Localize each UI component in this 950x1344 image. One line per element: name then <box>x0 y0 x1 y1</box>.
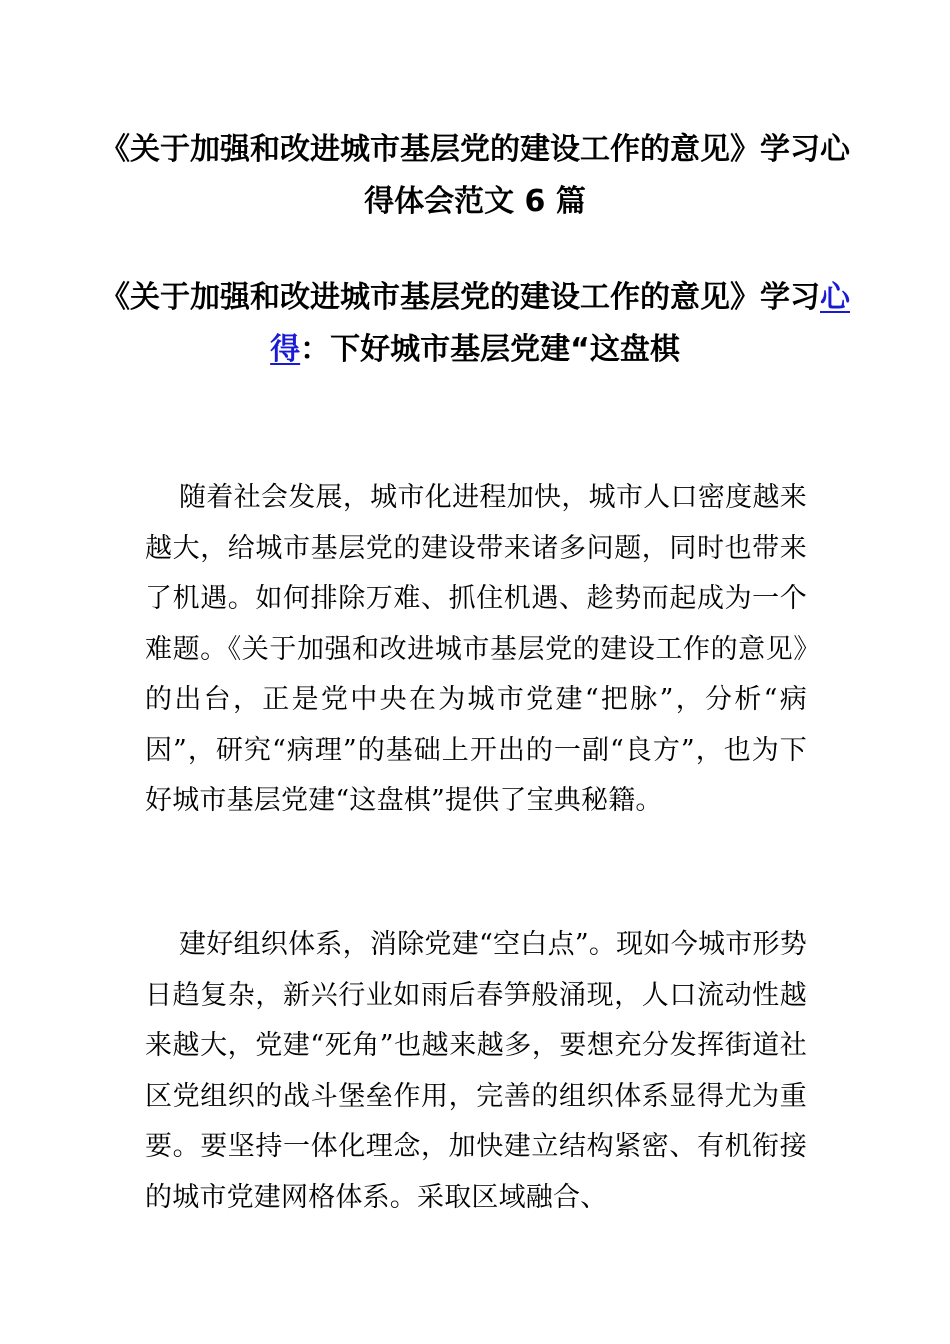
document-title: 《关于加强和改进城市基层党的建设工作的意见》学习心得体会范文 6 篇 <box>100 132 850 219</box>
body-paragraph-2: 建好组织体系，消除党建“空白点”。现如今城市形势日趋复杂，新兴行业如雨后春笋般涌现，人口流动性越来越大，党建“死角”也越来越多，要想充分发挥街道社区党组织的战斗堡垒作用，完善的组织体系显得尤为重要。要坚持一体化理念，加快建立结构紧密、有机衔接的城市党建网格体系。采取区域融合、 <box>145 929 807 1213</box>
document-subtitle <box>100 272 850 376</box>
subtitle-suffix: ：下好城市基层党建“这盘棋 <box>300 332 680 367</box>
body-paragraph-1: 随着社会发展，城市化进程加快，城市人口密度越来越大，给城市基层党的建设带来诸多问题，同时也带来了机遇。如何排除万难、抓住机遇、趁势而起成为一个难题。《关于加强和改进城市基层党的建设工作的意见》的出台，正是党中央在为城市党建“把脉”，分析“病因”，研究“病理”的基础上开出的一副“良方”，也为下好城市基层党建“这盘棋”提供了宝典秘籍。 <box>145 482 807 816</box>
subtitle-link[interactable]: 心得 <box>270 280 850 367</box>
subtitle-prefix: 《关于加强和改进城市基层党的建设工作的意见》学习 <box>100 280 820 315</box>
